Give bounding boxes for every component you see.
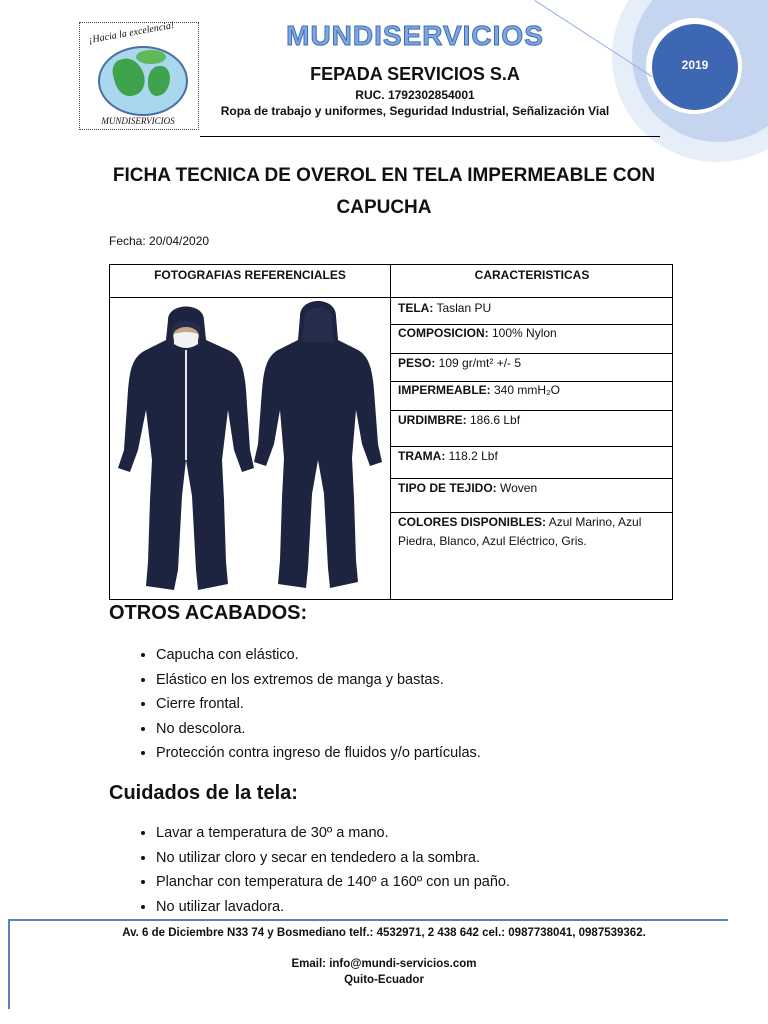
list-item: • Elástico en los extremos de manga y bastas. [156, 668, 481, 693]
spec-row: IMPERMEABLE: 340 mmH₂O [398, 383, 561, 397]
spec-row: COLORES DISPONIBLES: Azul Marino, Azul Piedra, Blanco, Azul Eléctrico, Gris. [398, 515, 642, 548]
section-title-care: Cuidados de la tela: [109, 782, 298, 804]
spec-row: TIPO DE TEJIDO: Woven [398, 481, 538, 495]
table-header-characteristics: CARACTERISTICAS [474, 268, 590, 282]
spec-row: COMPOSICION: 100% Nylon [398, 326, 557, 340]
finishes-list [130, 643, 481, 766]
spec-row: URDIMBRE: 186.6 Lbf [398, 413, 521, 427]
company-tagline: Ropa de trabajo y uniformes, Seguridad Industrial, Señalización Vial [220, 104, 610, 118]
spec-row: TRAMA: 118.2 Lbf [398, 449, 498, 463]
logo-name: MUNDISERVICIOS [101, 116, 175, 126]
list-item: • No utilizar lavadora. [156, 895, 510, 920]
footer-address: Av. 6 de Diciembre N33 74 y Bosmediano telf.: 4532971, 2 438 642 cel.: 0987738041, 0987539362. [122, 927, 646, 939]
year-label: 2019 [681, 58, 709, 72]
footer-divider [8, 919, 728, 921]
spec-row: PESO: 109 gr/mt² +/- 5 [398, 356, 522, 370]
brand-name: MUNDISERVICIOS [286, 20, 544, 51]
care-list [130, 821, 510, 919]
logo-motto: ¡Hacia la excelencia! [87, 20, 176, 46]
section-title-finishes: OTROS ACABADOS: [109, 602, 308, 624]
header-divider [200, 136, 660, 137]
document-date: Fecha: 20/04/2020 [109, 234, 210, 248]
list-item: • Planchar con temperatura de 140º a 160º con un paño. [156, 870, 510, 895]
list-item: • No descolora. [156, 717, 481, 742]
list-item: • Protección contra ingreso de fluidos y/o partículas. [156, 741, 481, 766]
footer-email: Email: info@mundi-servicios.com [291, 958, 477, 970]
overall-front-photo [116, 300, 256, 596]
document-title: FICHA TECNICA DE OVEROL EN TELA IMPERMEABLE CON CAPUCHA [112, 165, 656, 218]
globe-icon [98, 46, 188, 116]
table-header-photos: FOTOGRAFIAS REFERENCIALES [154, 268, 346, 282]
footer-city: Quito-Ecuador [344, 974, 424, 986]
overall-back-photo [254, 298, 384, 594]
company-name: FEPADA SERVICIOS S.A [310, 64, 520, 84]
list-item: • Lavar a temperatura de 30º a mano. [156, 821, 510, 846]
list-item: • No utilizar cloro y secar en tendedero a la sombra. [156, 846, 510, 871]
spec-row: TELA: Taslan PU [398, 301, 492, 315]
company-ruc: RUC. 1792302854001 [355, 88, 475, 102]
list-item: • Capucha con elástico. [156, 643, 481, 668]
list-item: • Cierre frontal. [156, 692, 481, 717]
